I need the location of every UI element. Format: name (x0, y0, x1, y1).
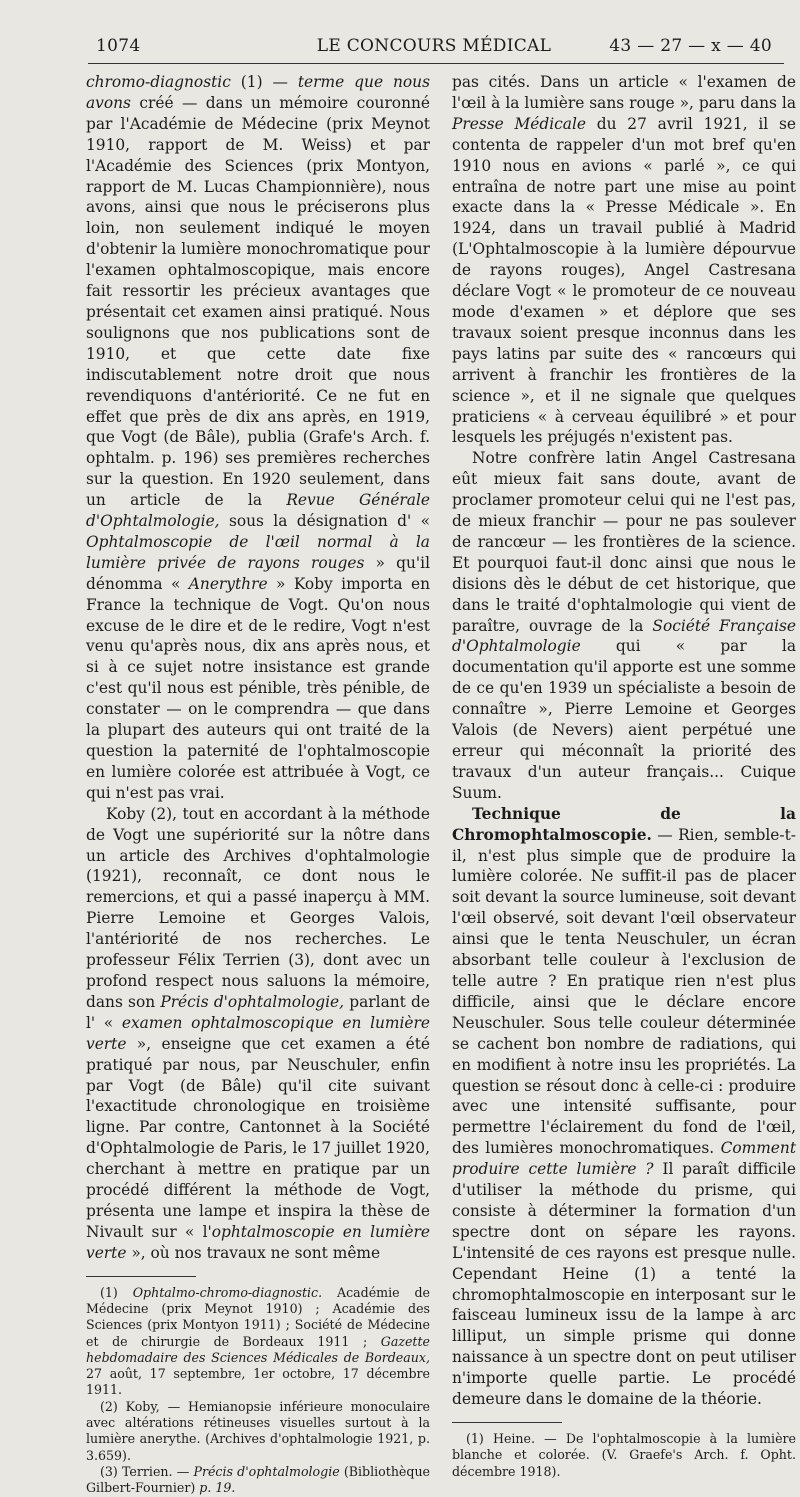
paragraph (452, 72, 796, 448)
italic-text: terme que nous avons (86, 73, 430, 112)
text-run: Académie de Médecine (prix Meynot 1910) ; Académie des Sciences (prix Montyon 1911) ; Société de Médecine et de chirurgie de Bordeaux 1911 ; (86, 1284, 431, 1349)
italic-text: ophtalmoscopie en lumière verte (86, 1222, 430, 1262)
text-run: (1) — (230, 73, 298, 91)
right-column (452, 72, 796, 1480)
text-run: sous la désignation d' « (219, 512, 430, 531)
italic-text: chromo-diagnostic (86, 73, 231, 91)
footnote (86, 1285, 430, 1399)
running-header (96, 36, 772, 62)
text-run: Koby (2), tout en accordant à la méthode de Vogt une supériorité sur la nôtre dans un article des Archives d'ophtalmologie (1921), reconnaît, ce dont nous le remercions, et qui a passé inaperçu à MM. Pierre Lemoine et Georges Valois, l'antériorité de nos recherches. Le professeur Félix Terrien (3), dont avec un profond respect nous saluons la mémoire, dans son (86, 804, 430, 1011)
italic-text: p. 19. (199, 1480, 236, 1496)
right-body (452, 72, 796, 1410)
issue-date: 43 — 27 — x — 40 (609, 36, 772, 56)
paragraph (452, 448, 796, 803)
text-run: » qu'il dénomma « (86, 553, 430, 593)
text-run: (Bibliothèque Gilbert-Fournier) (86, 1463, 431, 1496)
page-number: 1074 (96, 36, 141, 56)
header-rule (88, 63, 784, 64)
italic-text: Gazette hebdomadaire des Sciences Médicales de Bordeaux, (86, 1333, 430, 1365)
text-run: qui « par la documentation qu'il apporte est une somme de ce qu'en 1939 un spécialiste a besoin de connaître », Pierre Lemoine et Georges Valois (de Nevers) aient perpétué une erreur qui méconnaît la priorité des travaux d'un auteur français... Cuique Suum. (452, 637, 796, 802)
left-column (86, 72, 430, 1497)
footnote-rule (452, 1422, 562, 1423)
right-footnotes (452, 1431, 796, 1480)
text-run: (1) (100, 1284, 133, 1300)
italic-text: examen ophtalmoscopique en lumière verte (86, 1013, 430, 1053)
paragraph (86, 804, 430, 1264)
paragraph (86, 72, 430, 804)
footnote-rule (86, 1276, 196, 1277)
text-run: Notre confrère latin Angel Castresana eût mieux fait sans doute, avant de proclamer promoteur celui qui ne l'est pas, de mieux franchir — pour ne pas soulever de rancœur — les frontières de la science. Et pourquoi faut-il donc ainsi que nous le disions dès le début de cet historique, que dans le traité d'ophtalmologie qui vient de paraître, ouvrage de la (452, 449, 796, 635)
text-run: 27 août, 17 septembre, 1er octobre, 17 décembre 1911. (86, 1366, 430, 1398)
text-run: (2) Koby, — Hemianopsie inférieure monoculaire avec altérations rétineuses visuelles surtout à la lumière anerythe. (Archives d'ophtalmologie 1921, p. 3.659). (86, 1398, 430, 1463)
section-heading: Technique de la Chromophtalmoscopie. (452, 804, 796, 844)
text-run: (3) Terrien. — (100, 1463, 194, 1479)
italic-text: Ophtalmo-chromo-diagnostic. (132, 1284, 323, 1300)
text-run: du 27 avril 1921, il se contenta de rappeler d'un mot bref qu'en 1910 nous en avions « parlé », ce qui entraîna de notre part une mise au point exacte dans la « Presse Médicale ». En 1924, dans un travail publié à Madrid (L'Ophtalmoscopie à la lumière dépourvue de rayons rouges), Angel Castresana déclare Vogt « le promoteur de ce nouveau mode d'examen » et déplore que ses travaux soient presque inconnus dans les pays latins par suite des « rancœurs qui arrivent à franchir les frontières de la science », et il ne signale que quelques praticiens « à cerveau équilibré » et pour lesquels les préjugés n'existent pas. (452, 114, 797, 447)
footnote (86, 1399, 430, 1464)
footnote (452, 1431, 796, 1480)
italic-text: Presse Médicale (452, 114, 586, 133)
italic-text: Anerythre (188, 574, 268, 593)
text-run: Il paraît difficile d'utiliser la méthode du prisme, qui consiste à déterminer la formation d'un spectre dont on sépare les rayons. L'intensité de ces rayons est presque nulle. Cependant Heine (1) a tenté la chromophtalmoscopie en interposant sur le faisceau lumineux issu de la lampe à arc lilliput, un simple prisme qui donne naissance à un spectre dont on peut utiliser n'importe quelle partie. Le procédé demeure dans le domaine de la théorie. (452, 1160, 796, 1409)
text-run: créé — dans un mémoire couronné par l'Académie de Médecine (prix Meynot 1910, rapport de M. Weiss) et par l'Académie des Sciences (prix Montyon, rapport de M. Lucas Championnière), nous avons, ainsi que nous le préciserons plus loin, non seulement indiqué le moyen d'obtenir la lumière monochromatique pour l'examen ophtalmoscopique, mais encore fait ressortir les précieux avantages que présentait cet examen ainsi pratiqué. Nous soulignons que nos publications sont de 1910, et que cette date fixe indiscutablement notre droit que nous revendiquons d'antériorité. Ce ne fut en effet que près de dix ans après, en 1919, que Vogt (de Bâle), publia (Grafe's Arch. f. ophtalm. p. 196) ses premières recherches sur la question. En 1920 seulement, dans un article de la (86, 93, 430, 510)
left-body (86, 72, 430, 1264)
italic-text: Société Française d'Ophtalmologie (452, 616, 796, 656)
italic-text: Précis d'ophtalmologie (193, 1463, 340, 1479)
text-run: », où nos travaux ne sont même (126, 1243, 381, 1262)
footnote (86, 1464, 430, 1497)
text-run: — Rien, semble-t-il, n'est plus simple que de produire la lumière colorée. Ne suffit-il pas de placer soit devant la source lumineuse, soit devant l'œil observé, soit devant l'œil observateur ainsi que le tenta Neuschuler, un écran absorbant telle couleur à l'exclusion de telle autre ? En pratique rien n'est plus difficile, ainsi que le déclare encore Neuschuler. Sous telle couleur déterminée se cachent bon nombre de radiations, qui en modifient à notre insu les propriétés. La question se résout donc à celle-ci : produire avec une intensité suffisante, pour permettre l'éclairement du fond de l'œil, des lumières monochromatiques. (452, 825, 796, 1158)
text-run: », enseigne que cet examen a été pratiqué par nous, par Neuschuler, enfin par Vogt (de Bâle) qu'il cite suivant l'exactitude chronologique en troisième ligne. Par contre, Cantonnet à la Société d'Ophtalmologie de Paris, le 17 juillet 1920, cherchant à mettre en pratique par un procédé différent la méthode de Vogt, présenta une lampe et inspira la thèse de Nivault sur « l' (86, 1034, 430, 1241)
italic-text: Ophtalmoscopie de l'œil normal à la lumière privée de rayons rouges (86, 532, 430, 572)
text-run: (1) Heine. — De l'ophtalmoscopie à la lumière blanche et colorée. (V. Graefe's Arch. f. Opht. décembre 1918). (452, 1431, 796, 1479)
italic-text: Comment produire cette lumière ? (452, 1139, 796, 1179)
left-footnotes (86, 1285, 430, 1497)
text-run: parlant de l' « (86, 992, 431, 1032)
paragraph (452, 804, 796, 1410)
italic-text: Revue Générale d'Ophtalmologie, (86, 491, 430, 531)
journal-title: LE CONCOURS MÉDICAL (316, 36, 552, 56)
italic-text: Précis d'ophtalmologie, (160, 992, 345, 1011)
text-run: » Koby importa en France la technique de Vogt. Qu'on nous excuse de le dire et de le redire, Vogt n'est venu qu'après nous, dix ans après nous, et si à ce sujet notre insistance est grande c'est qu'il nous est pénible, très pénible, de constater — on le comprendra — que dans la plupart des auteurs qui ont traité de la question la paternité de l'ophtalmoscopie en lumière colorée est attribuée à Vogt, ce qui n'est pas vrai. (86, 574, 430, 802)
text-run: pas cités. Dans un article « l'examen de l'œil à la lumière sans rouge », paru dans la (452, 73, 796, 112)
